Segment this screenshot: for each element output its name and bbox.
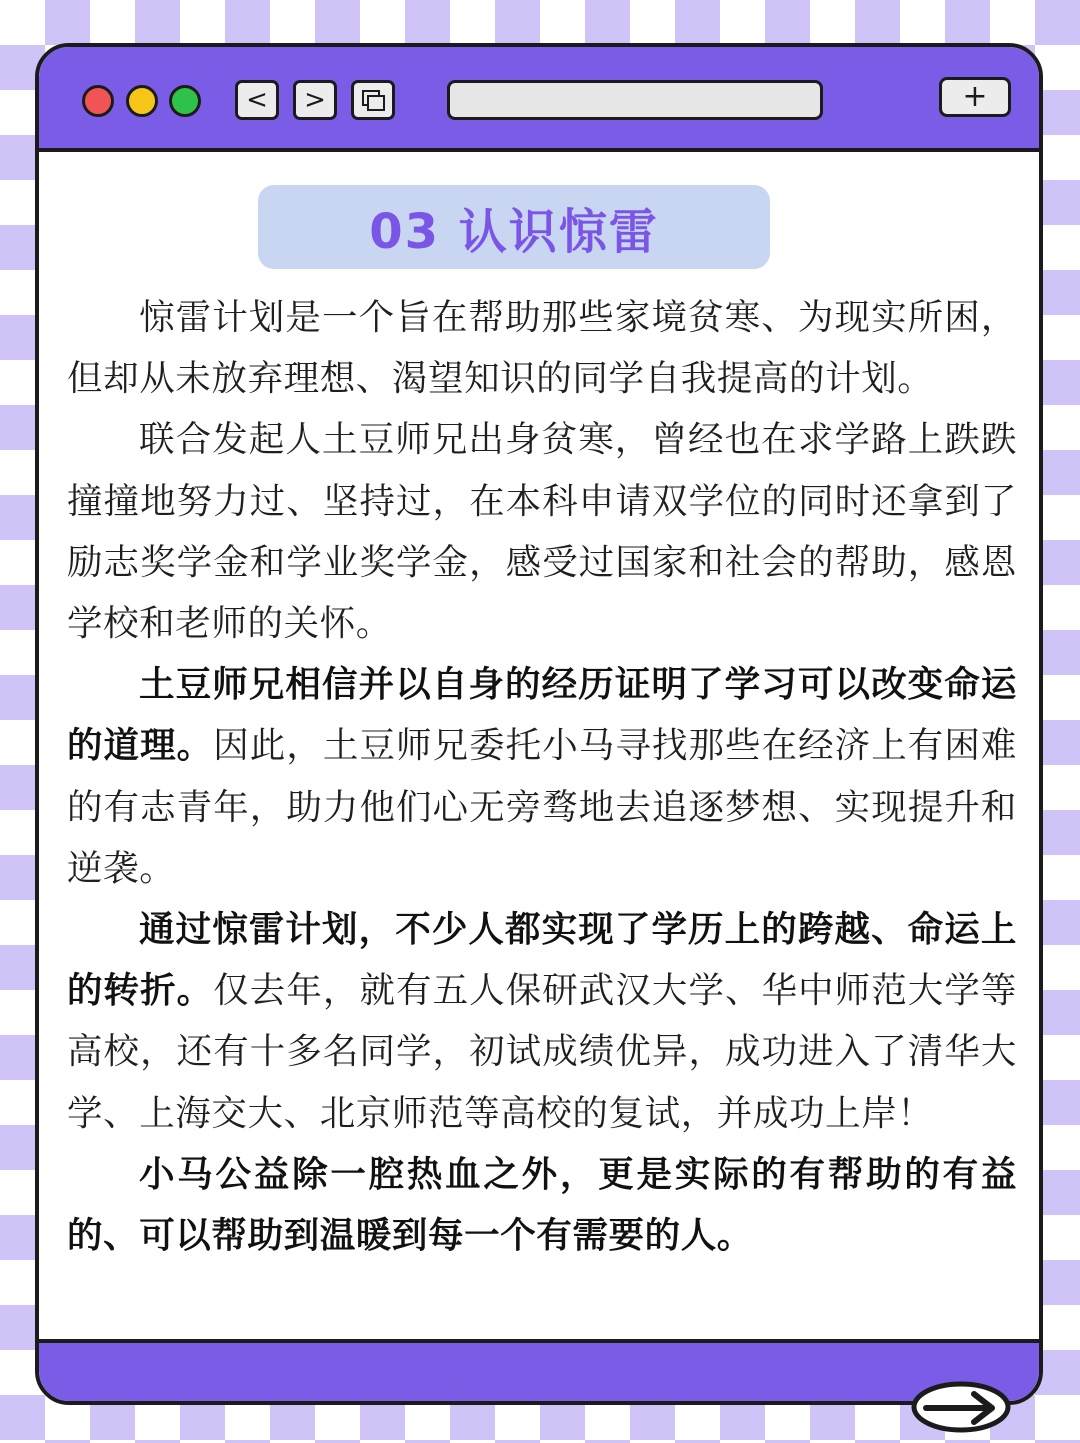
window-restore-icon (362, 90, 384, 110)
paragraph-3 (67, 654, 1017, 899)
paragraph-5 (67, 1144, 1017, 1266)
paragraph-text: 仅去年，就有五人保研武汉大学、华中师范大学等高校，还有十多名同学，初试成绩优异，成功进入了清华大学、上海交大、北京师范等高校的复试，并成功上岸！ (67, 970, 1018, 1134)
paragraph-bold-text: 土豆师兄相信并以自身的经历证明了学习可以改变命运的道理。 (67, 664, 1017, 767)
paragraph-1 (67, 287, 1017, 409)
heading-pill (258, 185, 770, 269)
paragraph-bold-text: 通过惊雷计划，不少人都实现了学历上的跨越、命运上的转折。 (67, 909, 1017, 1012)
address-bar[interactable] (447, 80, 823, 120)
close-window-dot[interactable] (82, 85, 114, 117)
window-button[interactable] (351, 80, 395, 120)
maximize-window-dot[interactable] (169, 85, 201, 117)
chevron-left-icon: < (246, 85, 268, 115)
minimize-window-dot[interactable] (126, 85, 158, 117)
browser-window (35, 43, 1043, 1405)
title-bar (39, 47, 1039, 152)
paragraph-text: 因此，土豆师兄委托小马寻找那些在经济上有困难的有志青年，助力他们心无旁骛地去追逐梦想、实现提升和逆袭。 (67, 725, 1018, 889)
paragraph-text: 惊雷计划是一个旨在帮助那些家境贫寒、为现实所困，但却从未放弃理想、渴望知识的同学自我提高的计划。 (67, 297, 1017, 400)
paragraph-text: 联合发起人土豆师兄出身贫寒，曾经也在求学路上跌跌撞撞地努力过、坚持过，在本科申请双学位的同时还拿到了励志奖学金和学业奖学金，感受过国家和社会的帮助，感恩学校和老师的关怀。 (67, 419, 1017, 645)
back-button[interactable] (235, 80, 279, 120)
plus-icon: + (962, 79, 988, 114)
paragraph-4 (67, 899, 1017, 1144)
forward-button[interactable] (293, 80, 337, 120)
next-page-button[interactable] (910, 1380, 1012, 1434)
paragraph-2 (67, 409, 1017, 654)
footer-bar (39, 1339, 1039, 1401)
new-tab-button[interactable] (939, 77, 1011, 117)
page-title: 03 认识惊雷 (369, 203, 659, 260)
paragraph-bold-text: 小马公益除一腔热血之外，更是实际的有帮助的有益的、可以帮助到温暖到每一个有需要的人。 (67, 1153, 1017, 1257)
chevron-right-icon: > (304, 85, 326, 115)
article-body (67, 287, 1017, 1266)
